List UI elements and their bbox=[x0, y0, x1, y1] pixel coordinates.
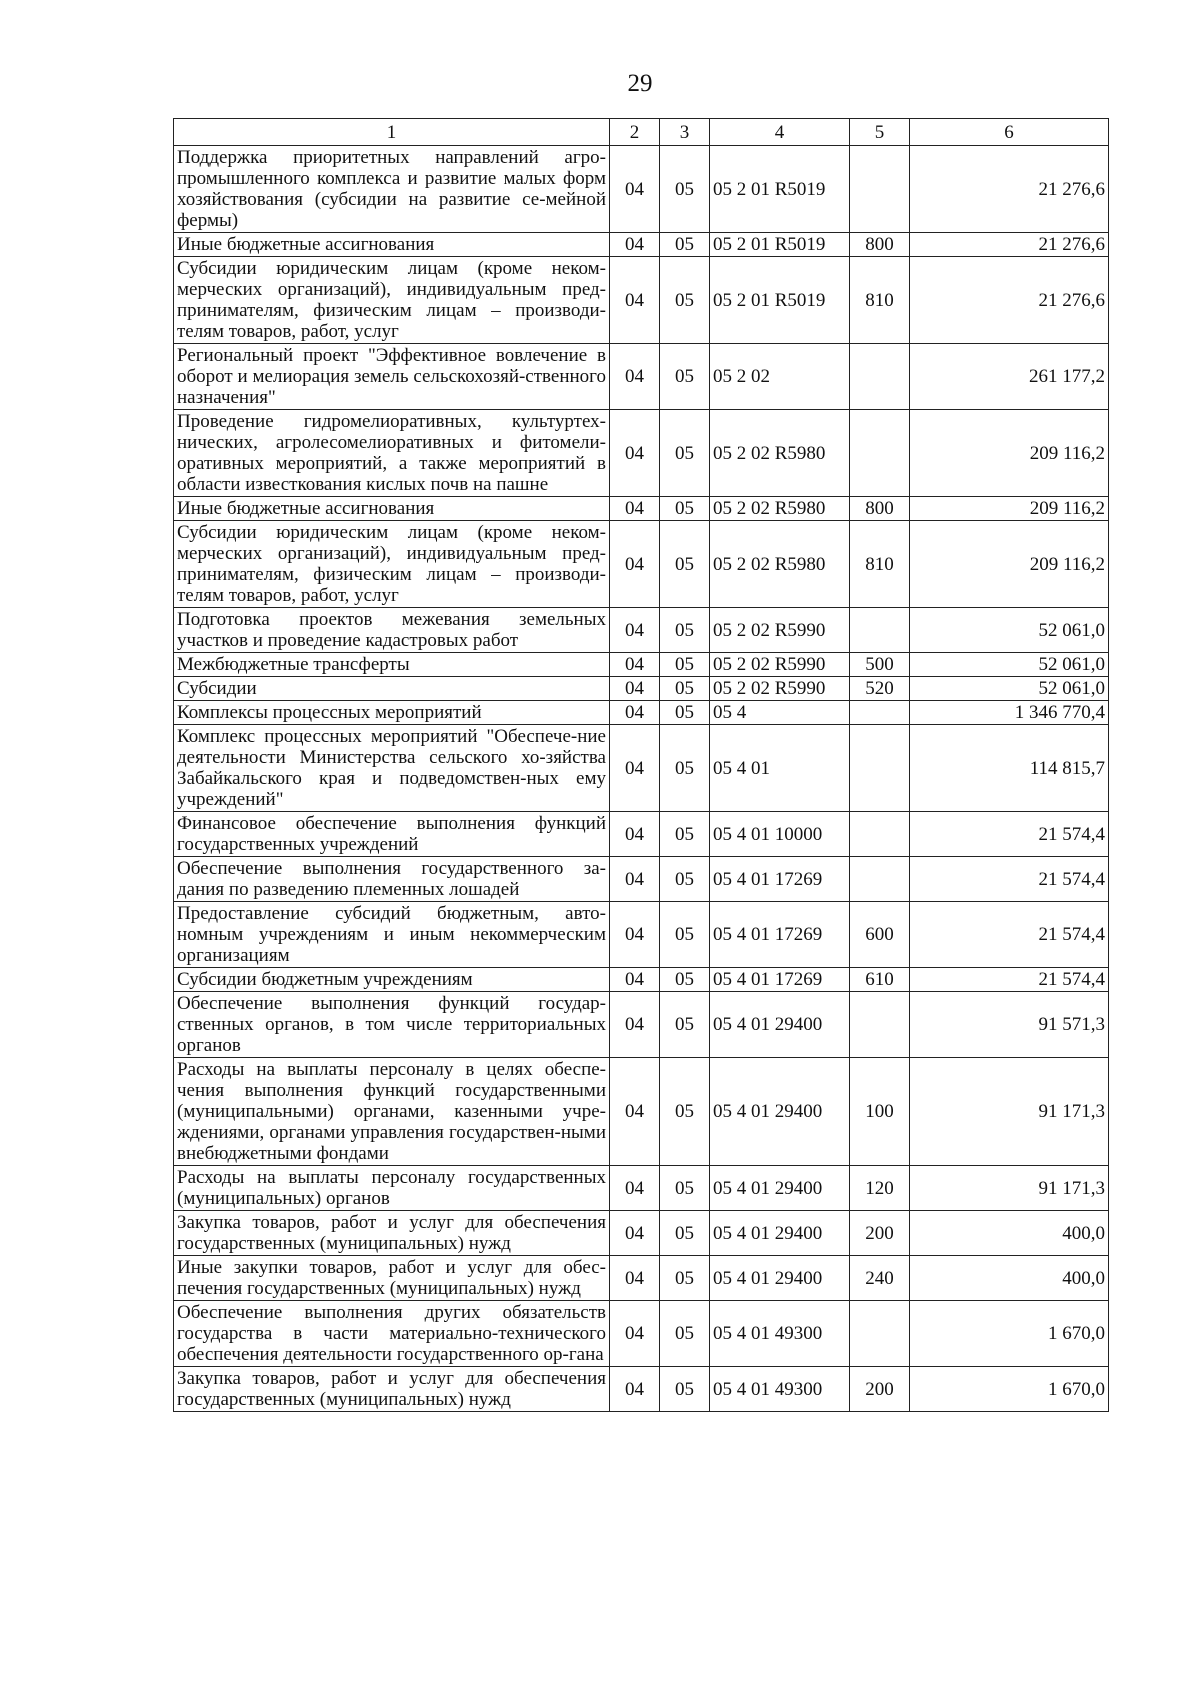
row-amount: 400,0 bbox=[910, 1256, 1109, 1301]
row-amount: 209 116,2 bbox=[910, 410, 1109, 497]
row-target-code: 05 4 01 29400 bbox=[710, 1256, 850, 1301]
table-row bbox=[174, 701, 1109, 725]
row-amount: 209 116,2 bbox=[910, 497, 1109, 521]
row-subsection: 05 bbox=[660, 968, 710, 992]
row-section: 04 bbox=[610, 677, 660, 701]
row-target-code: 05 4 01 10000 bbox=[710, 812, 850, 857]
row-expense-type bbox=[850, 992, 910, 1058]
row-amount: 91 171,3 bbox=[910, 1166, 1109, 1211]
row-subsection: 05 bbox=[660, 344, 710, 410]
header-col-1: 1 bbox=[174, 119, 610, 146]
row-amount: 1 346 770,4 bbox=[910, 701, 1109, 725]
table-row bbox=[174, 725, 1109, 812]
row-name: Иные бюджетные ассигнования bbox=[174, 497, 610, 521]
row-target-code: 05 2 02 R5980 bbox=[710, 410, 850, 497]
row-expense-type: 200 bbox=[850, 1211, 910, 1256]
row-subsection: 05 bbox=[660, 146, 710, 233]
header-col-6: 6 bbox=[910, 119, 1109, 146]
row-section: 04 bbox=[610, 344, 660, 410]
row-name: Обеспечение выполнения других обязательств государства в части материально-технического обеспечения деятельности государственного ор-гана bbox=[174, 1301, 610, 1367]
table-row bbox=[174, 992, 1109, 1058]
row-target-code: 05 4 01 29400 bbox=[710, 992, 850, 1058]
row-amount: 1 670,0 bbox=[910, 1367, 1109, 1412]
row-subsection: 05 bbox=[660, 725, 710, 812]
row-expense-type bbox=[850, 701, 910, 725]
row-target-code: 05 2 02 R5990 bbox=[710, 608, 850, 653]
row-name: Комплекс процессных мероприятий "Обеспече-ние деятельности Министерства сельского хо-зяйства Забайкальского края и подведомствен-ных ему учреждений" bbox=[174, 725, 610, 812]
row-subsection: 05 bbox=[660, 497, 710, 521]
row-subsection: 05 bbox=[660, 902, 710, 968]
row-amount: 91 171,3 bbox=[910, 1058, 1109, 1166]
row-section: 04 bbox=[610, 701, 660, 725]
row-name: Расходы на выплаты персоналу в целях обеспе-чения выполнения функций государственными (муниципальными) органами, казенными учре-ждениями, органами управления государствен-ными внебюджетными фондами bbox=[174, 1058, 610, 1166]
row-expense-type: 810 bbox=[850, 521, 910, 608]
row-section: 04 bbox=[610, 608, 660, 653]
row-expense-type: 800 bbox=[850, 497, 910, 521]
table-row bbox=[174, 521, 1109, 608]
row-target-code: 05 2 02 R5980 bbox=[710, 521, 850, 608]
row-target-code: 05 4 01 bbox=[710, 725, 850, 812]
row-target-code: 05 2 02 R5980 bbox=[710, 497, 850, 521]
row-subsection: 05 bbox=[660, 410, 710, 497]
header-row bbox=[174, 119, 1109, 146]
row-section: 04 bbox=[610, 992, 660, 1058]
row-section: 04 bbox=[610, 1211, 660, 1256]
row-subsection: 05 bbox=[660, 1166, 710, 1211]
row-subsection: 05 bbox=[660, 521, 710, 608]
header-col-5: 5 bbox=[850, 119, 910, 146]
row-target-code: 05 2 02 bbox=[710, 344, 850, 410]
row-name: Иные закупки товаров, работ и услуг для обес-печения государственных (муниципальных) нужд bbox=[174, 1256, 610, 1301]
row-amount: 21 276,6 bbox=[910, 233, 1109, 257]
row-target-code: 05 4 bbox=[710, 701, 850, 725]
row-expense-type: 200 bbox=[850, 1367, 910, 1412]
row-amount: 52 061,0 bbox=[910, 677, 1109, 701]
table-row bbox=[174, 812, 1109, 857]
row-expense-type bbox=[850, 1301, 910, 1367]
row-section: 04 bbox=[610, 1256, 660, 1301]
row-amount: 21 276,6 bbox=[910, 146, 1109, 233]
table-row bbox=[174, 1058, 1109, 1166]
page-number: 29 bbox=[627, 70, 653, 97]
row-expense-type: 610 bbox=[850, 968, 910, 992]
row-amount: 21 574,4 bbox=[910, 968, 1109, 992]
row-amount: 21 574,4 bbox=[910, 902, 1109, 968]
row-name: Расходы на выплаты персоналу государственных (муниципальных) органов bbox=[174, 1166, 610, 1211]
row-target-code: 05 2 01 R5019 bbox=[710, 257, 850, 344]
row-amount: 52 061,0 bbox=[910, 608, 1109, 653]
row-name: Закупка товаров, работ и услуг для обеспечения государственных (муниципальных) нужд bbox=[174, 1211, 610, 1256]
row-expense-type: 800 bbox=[850, 233, 910, 257]
row-target-code: 05 4 01 29400 bbox=[710, 1166, 850, 1211]
row-expense-type: 810 bbox=[850, 257, 910, 344]
row-amount: 52 061,0 bbox=[910, 653, 1109, 677]
row-section: 04 bbox=[610, 1367, 660, 1412]
row-name: Проведение гидромелиоративных, культуртех-нических, агролесомелиоративных и фитомели-оративных мероприятий, а также мероприятий в области известкования кислых почв на пашне bbox=[174, 410, 610, 497]
row-name: Иные бюджетные ассигнования bbox=[174, 233, 610, 257]
row-target-code: 05 2 02 R5990 bbox=[710, 653, 850, 677]
table-row bbox=[174, 257, 1109, 344]
header-col-2: 2 bbox=[610, 119, 660, 146]
row-section: 04 bbox=[610, 1058, 660, 1166]
row-expense-type bbox=[850, 608, 910, 653]
row-target-code: 05 4 01 49300 bbox=[710, 1301, 850, 1367]
row-expense-type: 240 bbox=[850, 1256, 910, 1301]
row-name: Комплексы процессных мероприятий bbox=[174, 701, 610, 725]
row-amount: 400,0 bbox=[910, 1211, 1109, 1256]
row-name: Поддержка приоритетных направлений агро-промышленного комплекса и развитие малых форм хозяйствования (субсидии на развитие се-мейной фермы) bbox=[174, 146, 610, 233]
row-section: 04 bbox=[610, 257, 660, 344]
row-section: 04 bbox=[610, 233, 660, 257]
row-section: 04 bbox=[610, 968, 660, 992]
row-expense-type bbox=[850, 410, 910, 497]
row-name: Субсидии bbox=[174, 677, 610, 701]
row-expense-type: 520 bbox=[850, 677, 910, 701]
table-row bbox=[174, 857, 1109, 902]
row-subsection: 05 bbox=[660, 653, 710, 677]
row-name: Финансовое обеспечение выполнения функций государственных учреждений bbox=[174, 812, 610, 857]
table-row bbox=[174, 1301, 1109, 1367]
table-row bbox=[174, 608, 1109, 653]
row-subsection: 05 bbox=[660, 857, 710, 902]
row-subsection: 05 bbox=[660, 992, 710, 1058]
row-section: 04 bbox=[610, 725, 660, 812]
row-amount: 91 571,3 bbox=[910, 992, 1109, 1058]
row-expense-type bbox=[850, 725, 910, 812]
row-section: 04 bbox=[610, 521, 660, 608]
budget-table bbox=[173, 118, 1109, 1412]
row-subsection: 05 bbox=[660, 1256, 710, 1301]
row-section: 04 bbox=[610, 902, 660, 968]
row-name: Закупка товаров, работ и услуг для обеспечения государственных (муниципальных) нужд bbox=[174, 1367, 610, 1412]
table-row bbox=[174, 233, 1109, 257]
row-target-code: 05 4 01 17269 bbox=[710, 857, 850, 902]
table-row bbox=[174, 1211, 1109, 1256]
row-subsection: 05 bbox=[660, 812, 710, 857]
row-target-code: 05 2 02 R5990 bbox=[710, 677, 850, 701]
row-name: Субсидии юридическим лицам (кроме неком-мерческих организаций), индивидуальным пред-принимателям, физическим лицам – производи-телям товаров, работ, услуг bbox=[174, 257, 610, 344]
row-subsection: 05 bbox=[660, 1367, 710, 1412]
header-col-4: 4 bbox=[710, 119, 850, 146]
row-expense-type: 500 bbox=[850, 653, 910, 677]
row-amount: 21 276,6 bbox=[910, 257, 1109, 344]
row-name: Субсидии бюджетным учреждениям bbox=[174, 968, 610, 992]
table-row bbox=[174, 497, 1109, 521]
row-expense-type: 600 bbox=[850, 902, 910, 968]
row-section: 04 bbox=[610, 410, 660, 497]
row-expense-type bbox=[850, 146, 910, 233]
table-row bbox=[174, 968, 1109, 992]
table-row bbox=[174, 902, 1109, 968]
row-section: 04 bbox=[610, 857, 660, 902]
row-amount: 21 574,4 bbox=[910, 857, 1109, 902]
table-row bbox=[174, 1166, 1109, 1211]
row-expense-type bbox=[850, 812, 910, 857]
row-target-code: 05 4 01 29400 bbox=[710, 1058, 850, 1166]
row-target-code: 05 4 01 49300 bbox=[710, 1367, 850, 1412]
row-expense-type: 120 bbox=[850, 1166, 910, 1211]
table-row bbox=[174, 344, 1109, 410]
row-subsection: 05 bbox=[660, 233, 710, 257]
row-amount: 1 670,0 bbox=[910, 1301, 1109, 1367]
row-amount: 21 574,4 bbox=[910, 812, 1109, 857]
row-expense-type bbox=[850, 344, 910, 410]
row-target-code: 05 4 01 17269 bbox=[710, 968, 850, 992]
row-name: Межбюджетные трансферты bbox=[174, 653, 610, 677]
table-row bbox=[174, 1256, 1109, 1301]
row-section: 04 bbox=[610, 497, 660, 521]
row-name: Региональный проект "Эффективное вовлечение в оборот и мелиорация земель сельскохозяй-ственного назначения" bbox=[174, 344, 610, 410]
row-section: 04 bbox=[610, 1166, 660, 1211]
row-target-code: 05 2 01 R5019 bbox=[710, 233, 850, 257]
header-col-3: 3 bbox=[660, 119, 710, 146]
table-body bbox=[174, 146, 1109, 1412]
row-expense-type: 100 bbox=[850, 1058, 910, 1166]
row-subsection: 05 bbox=[660, 1211, 710, 1256]
row-target-code: 05 4 01 17269 bbox=[710, 902, 850, 968]
row-amount: 261 177,2 bbox=[910, 344, 1109, 410]
table-header bbox=[174, 119, 1109, 146]
row-name: Обеспечение выполнения функций государ-ственных органов, в том числе территориальных органов bbox=[174, 992, 610, 1058]
table-row bbox=[174, 653, 1109, 677]
row-section: 04 bbox=[610, 1301, 660, 1367]
row-amount: 209 116,2 bbox=[910, 521, 1109, 608]
row-subsection: 05 bbox=[660, 1058, 710, 1166]
table-row bbox=[174, 677, 1109, 701]
row-section: 04 bbox=[610, 146, 660, 233]
row-name: Обеспечение выполнения государственного за-дания по разведению племенных лошадей bbox=[174, 857, 610, 902]
row-section: 04 bbox=[610, 812, 660, 857]
row-subsection: 05 bbox=[660, 257, 710, 344]
row-name: Предоставление субсидий бюджетным, авто-номным учреждениям и иным некоммерческим организациям bbox=[174, 902, 610, 968]
row-name: Субсидии юридическим лицам (кроме неком-мерческих организаций), индивидуальным пред-принимателям, физическим лицам – производи-телям товаров, работ, услуг bbox=[174, 521, 610, 608]
row-name: Подготовка проектов межевания земельных участков и проведение кадастровых работ bbox=[174, 608, 610, 653]
table-row bbox=[174, 410, 1109, 497]
row-subsection: 05 bbox=[660, 608, 710, 653]
row-target-code: 05 2 01 R5019 bbox=[710, 146, 850, 233]
table-row bbox=[174, 1367, 1109, 1412]
row-subsection: 05 bbox=[660, 677, 710, 701]
row-section: 04 bbox=[610, 653, 660, 677]
row-target-code: 05 4 01 29400 bbox=[710, 1211, 850, 1256]
row-amount: 114 815,7 bbox=[910, 725, 1109, 812]
row-subsection: 05 bbox=[660, 701, 710, 725]
row-expense-type bbox=[850, 857, 910, 902]
row-subsection: 05 bbox=[660, 1301, 710, 1367]
table-row bbox=[174, 146, 1109, 233]
